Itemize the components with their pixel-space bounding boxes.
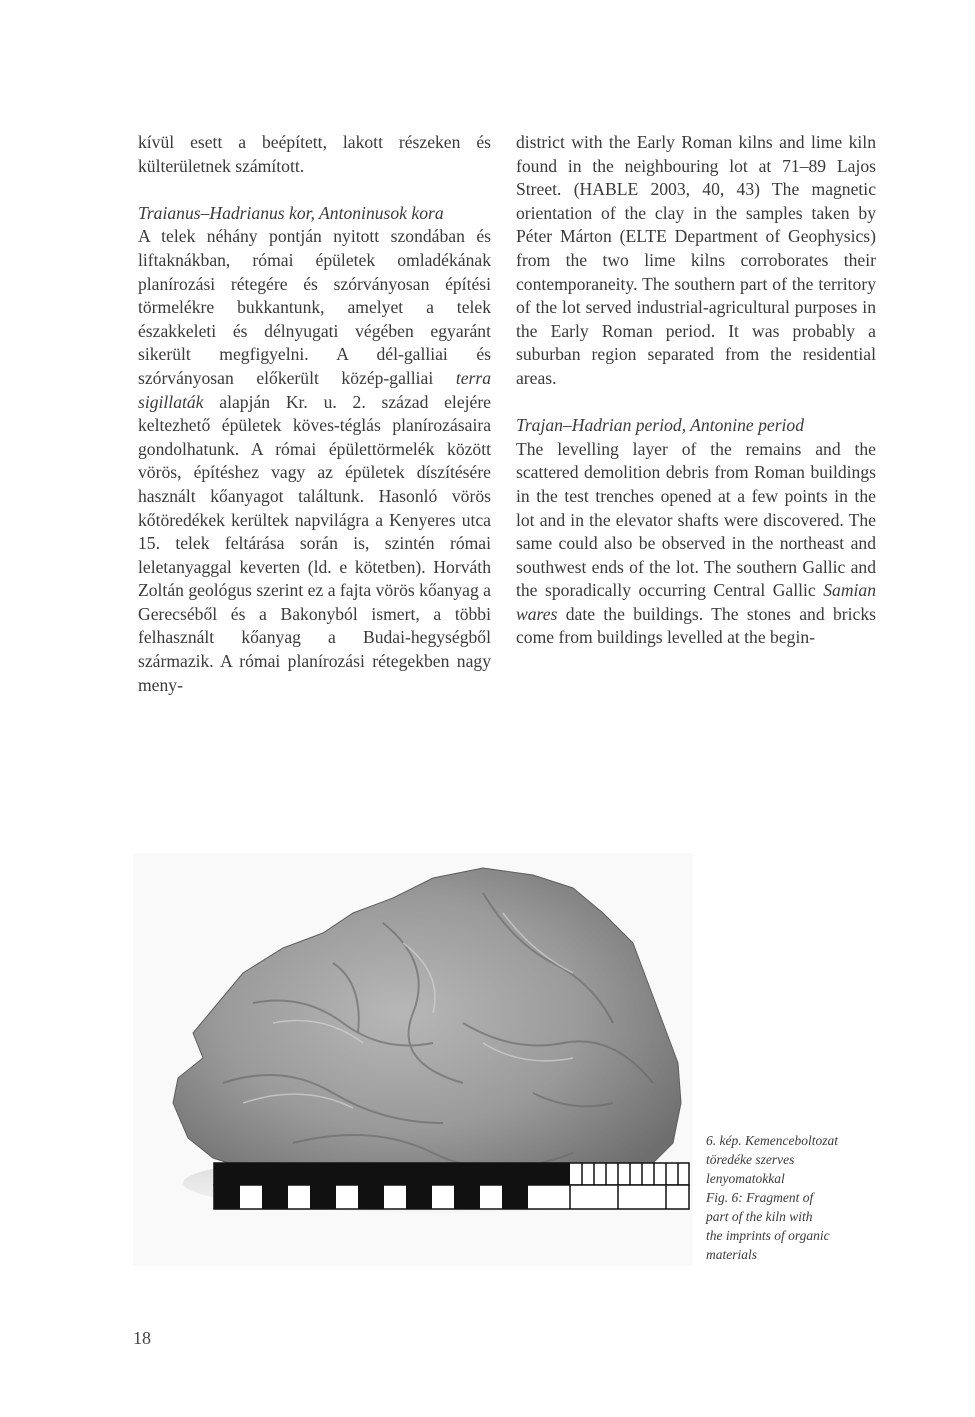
caption-line: part of the kiln with <box>706 1209 813 1224</box>
caption-line: lenyomatokkal <box>706 1171 785 1186</box>
right-column <box>516 131 876 650</box>
right-paragraph-1: district with the Early Roman kilns and lime kiln found in the neighbouring lot at 71–89 Lajos Street. (HABLE 2003, 40, 43) The magnetic orientation of the clay in the samples taken by Péter Márton (ELTE Department of Geophysics) from the two lime kilns corroborates their contemporaneity. The southern part of the territory of the lot served industrial-agricultural purposes in the Early Roman period. It was probably a suburban region separated from the residential areas. <box>516 132 876 388</box>
left-paragraph-2-italic: terra sigillaták <box>138 367 491 412</box>
caption-line: the imprints of organic <box>706 1228 830 1243</box>
figure-caption <box>706 1131 896 1264</box>
right-paragraph-2-italic: Samian wares <box>516 580 876 624</box>
left-paragraph-2 <box>138 225 491 697</box>
kiln-fragment-photo <box>133 853 693 1266</box>
caption-line: Fig. 6: Fragment of <box>706 1190 814 1205</box>
caption-line: töredéke szerves <box>706 1152 795 1167</box>
left-paragraph-2-text-a: A telek néhány pontján nyitott szondában és liftaknákban, római épületek omladékának planírozási rétegére és szórványosan építési törmelékre bukkantunk, amelyet a telek északkeleti és délnyugati végében egyaránt sikerült megfigyelni. A dél-galliai és szórványosan előkerült közép-galliai <box>138 226 491 388</box>
page-number: 18 <box>133 1328 151 1348</box>
scale-bar <box>214 1163 689 1209</box>
caption-line: materials <box>706 1247 758 1262</box>
right-section-heading: Trajan–Hadrian period, Antonine period <box>516 415 805 436</box>
left-paragraph-1: kívül esett a beépített, lakott részeken és külterületnek számított. <box>138 132 491 176</box>
left-column <box>138 131 491 697</box>
right-paragraph-2-text-a: The levelling layer of the remains and the scattered demolition debris from Roman buildings in the test trenches opened at a few points in the lot and in the elevator shafts were discovered. The same could also be observed in the northeast and southwest ends of the lot. The southern Gallic and the sporadically occurring Central Gallic <box>516 438 876 601</box>
right-paragraph-2 <box>516 438 876 650</box>
caption-line: 6. kép. Kemenceboltozat <box>706 1133 838 1148</box>
right-paragraph-2-text-b: date the buildings. The stones and bricks come from buildings levelled at the begin- <box>516 603 876 648</box>
left-paragraph-2-text-b: alapján Kr. u. 2. század elejére keltezhető épületek köves-téglás planírozásaira gondolhatunk. A római épülettörmelék között vörös, építéshez vagy az épületek díszítésére használt kőanyagot találtunk. Hasonló vörös kőtöredékek kerültek napvilágra a Kenyeres utca 15. telek feltárása során is, szintén római leletanyaggal keverten (ld. e kötetben). Horváth Zoltán geológus szerint ez a fajta vörös kőanyag a Gerecséből és a Bakonyból ismert, a többi felhasznált kőanyag a Budai-hegységből származik. A római planírozási rétegekben nagy meny- <box>138 391 491 695</box>
left-section-heading: Traianus–Hadrianus kor, Antoninusok kora <box>138 202 444 223</box>
